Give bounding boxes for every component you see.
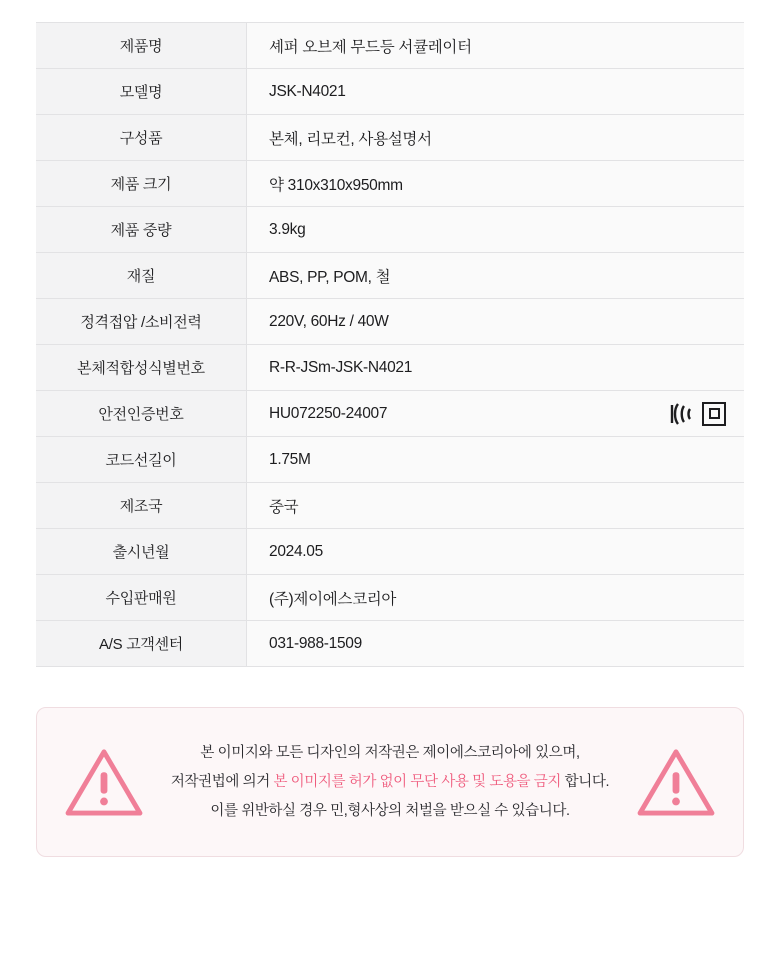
- spec-value: JSK-N4021: [247, 69, 745, 115]
- kc-mark-icon: [669, 401, 695, 427]
- notice-line-2-highlight: 본 이미지를 허가 없이 무단 사용 및 도용을 금지: [273, 773, 561, 790]
- spec-value: 중국: [247, 483, 745, 529]
- table-row: [36, 161, 744, 207]
- spec-label: 제품 중량: [36, 207, 247, 253]
- square-mark-icon: [702, 402, 726, 426]
- spec-value: 약 310x310x950mm: [247, 161, 745, 207]
- spec-table-body: [36, 23, 744, 667]
- notice-line-1: 본 이미지와 모든 디자인의 저작권은 제이에스코리아에 있으며,: [200, 744, 580, 761]
- spec-value-text: HU072250-24007: [269, 404, 388, 422]
- spec-label: 수입판매원: [36, 575, 247, 621]
- spec-label: 본체적합성식별번호: [36, 345, 247, 391]
- table-row: [36, 529, 744, 575]
- spec-value: (주)제이에스코리아: [247, 575, 745, 621]
- spec-value: 3.9kg: [247, 207, 745, 253]
- spec-value: 031-988-1509: [247, 621, 745, 667]
- spec-value: 1.75M: [247, 437, 745, 483]
- table-row: [36, 437, 744, 483]
- spec-label: 모델명: [36, 69, 247, 115]
- copyright-notice: [36, 707, 744, 857]
- spec-label: 재질: [36, 253, 247, 299]
- spec-value: 220V, 60Hz / 40W: [247, 299, 745, 345]
- spec-label: 제조국: [36, 483, 247, 529]
- spec-label: A/S 고객센터: [36, 621, 247, 667]
- spec-label: 출시년월: [36, 529, 247, 575]
- notice-line-3: 이를 위반하실 경우 민,형사상의 처벌을 받으실 수 있습니다.: [210, 802, 570, 819]
- table-row: [36, 69, 744, 115]
- square-mark-inner: [709, 408, 720, 419]
- spec-label: 제품명: [36, 23, 247, 69]
- table-row: [36, 299, 744, 345]
- table-row: [36, 207, 744, 253]
- certification-marks: [669, 401, 726, 427]
- spec-value-certification: [247, 391, 745, 437]
- copyright-notice-text: [143, 739, 637, 826]
- table-row-certification: [36, 391, 744, 437]
- product-spec-table: [36, 22, 744, 667]
- spec-value: 2024.05: [247, 529, 745, 575]
- table-row: [36, 621, 744, 667]
- spec-label: 코드선길이: [36, 437, 247, 483]
- warning-triangle-icon: [637, 747, 715, 817]
- table-row: [36, 575, 744, 621]
- table-row: [36, 23, 744, 69]
- spec-value: R-R-JSm-JSK-N4021: [247, 345, 745, 391]
- notice-line-2-post: 합니다.: [561, 773, 610, 790]
- spec-value: 셰퍼 오브제 무드등 서큘레이터: [247, 23, 745, 69]
- spec-label: 제품 크기: [36, 161, 247, 207]
- table-row: [36, 253, 744, 299]
- spec-label: 정격접압 /소비전력: [36, 299, 247, 345]
- spec-value: ABS, PP, POM, 철: [247, 253, 745, 299]
- notice-line-2: [143, 768, 637, 797]
- spec-label: 안전인증번호: [36, 391, 247, 437]
- table-row: [36, 483, 744, 529]
- table-row: [36, 115, 744, 161]
- spec-value: 본체, 리모컨, 사용설명서: [247, 115, 745, 161]
- table-row: [36, 345, 744, 391]
- spec-label: 구성품: [36, 115, 247, 161]
- notice-line-2-pre: 저작권법에 의거: [170, 773, 274, 790]
- warning-triangle-icon: [65, 747, 143, 817]
